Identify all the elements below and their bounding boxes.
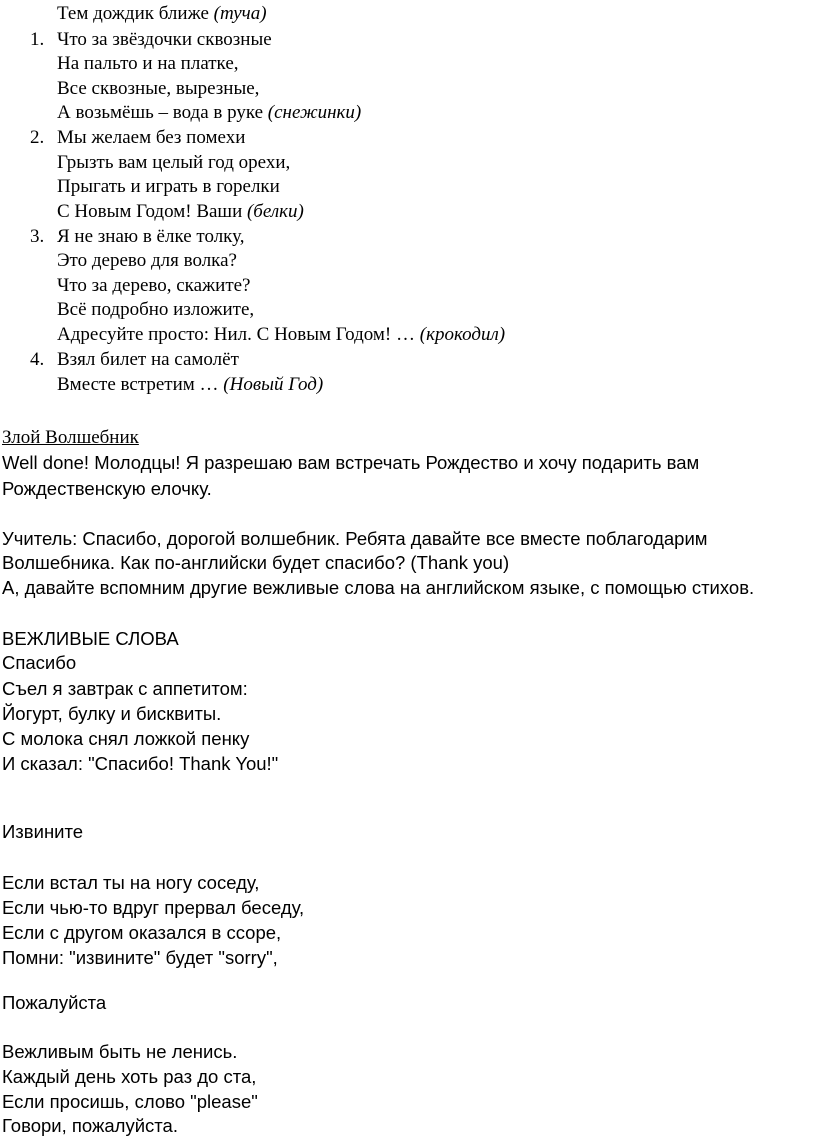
riddle-line: Грызть вам целый год орехи, <box>57 152 291 173</box>
poem-line: И сказал: "Спасибо! Thank You!" <box>2 753 279 774</box>
riddle-line: Вместе встретим … (Новый Год) <box>57 374 324 395</box>
poem-line: Каждый день хоть раз до ста, <box>2 1066 257 1087</box>
riddle-line: С Новым Годом! Ваши (белки) <box>57 201 304 222</box>
poem-line: Если просишь, слово "please" <box>2 1091 258 1112</box>
section-heading: ВЕЖЛИВЫЕ СЛОВА <box>2 628 179 649</box>
riddle-number: 4. <box>30 349 45 370</box>
poem-title: Спасибо <box>2 652 77 673</box>
poem-title: Извините <box>2 821 84 842</box>
riddle-line: Я не знаю в ёлке толку, <box>57 226 245 247</box>
teacher-speech-line: Учитель: Спасибо, дорогой волшебник. Ребята давайте все вместе поблагодарим <box>2 528 708 549</box>
riddle-line: Что за дерево, скажите? <box>57 275 251 296</box>
riddle-number: 1. <box>30 29 45 50</box>
riddle-number: 3. <box>30 226 45 247</box>
riddle-intro-answer: (туча) <box>213 3 267 24</box>
riddle-intro-line: Тем дождик ближе (туча) <box>57 3 267 24</box>
poem-line: Если встал ты на ногу соседу, <box>2 872 260 893</box>
poem-line: Йогурт, булку и бисквиты. <box>2 703 222 724</box>
poem-line: Если чью-то вдруг прервал беседу, <box>2 897 305 918</box>
teacher-speech-line: А, давайте вспомним другие вежливые слова на английском языке, с помощью стихов. <box>2 577 755 598</box>
riddle-line: Прыгать и играть в горелки <box>57 176 280 197</box>
riddle-line: Что за звёздочки сквозные <box>57 29 272 50</box>
poem-title: Пожалуйста <box>2 992 107 1013</box>
poem-line: Если с другом оказался в ссоре, <box>2 922 282 943</box>
riddle-line: А возьмёшь – вода в руке (снежинки) <box>57 102 362 123</box>
riddle-line: Всё подробно изложите, <box>57 299 255 320</box>
wizard-speech-line: Рождественскую елочку. <box>2 478 212 499</box>
speaker-name: Злой Волшебник <box>2 427 139 448</box>
riddle-line: Это дерево для волка? <box>57 250 237 271</box>
riddle-answer: (Новый Год) <box>223 374 324 395</box>
riddle-line: Все сквозные, вырезные, <box>57 78 260 99</box>
poem-line: Съел я завтрак с аппетитом: <box>2 678 248 699</box>
riddle-line: На пальто и на платке, <box>57 53 239 74</box>
poem-line: С молока снял ложкой пенку <box>2 728 250 749</box>
riddle-answer: (снежинки) <box>267 102 362 123</box>
riddle-answer: (белки) <box>246 201 304 222</box>
teacher-speech-line: Волшебника. Как по-английски будет спасибо? (Thank you) <box>2 552 510 573</box>
riddle-line: Адресуйте просто: Нил. С Новым Годом! … (крокодил) <box>57 324 506 345</box>
riddle-number: 2. <box>30 127 45 148</box>
riddle-answer: (крокодил) <box>419 324 506 345</box>
riddle-line: Мы желаем без помехи <box>57 127 246 148</box>
poem-line: Говори, пожалуйста. <box>2 1115 178 1136</box>
riddle-line: Взял билет на самолёт <box>57 349 239 370</box>
wizard-speech-line: Well done! Молодцы! Я разрешаю вам встречать Рождество и хочу подарить вам <box>2 452 700 473</box>
poem-line: Помни: "извините" будет "sorry", <box>2 947 278 968</box>
poem-line: Вежливым быть не ленись. <box>2 1041 238 1062</box>
